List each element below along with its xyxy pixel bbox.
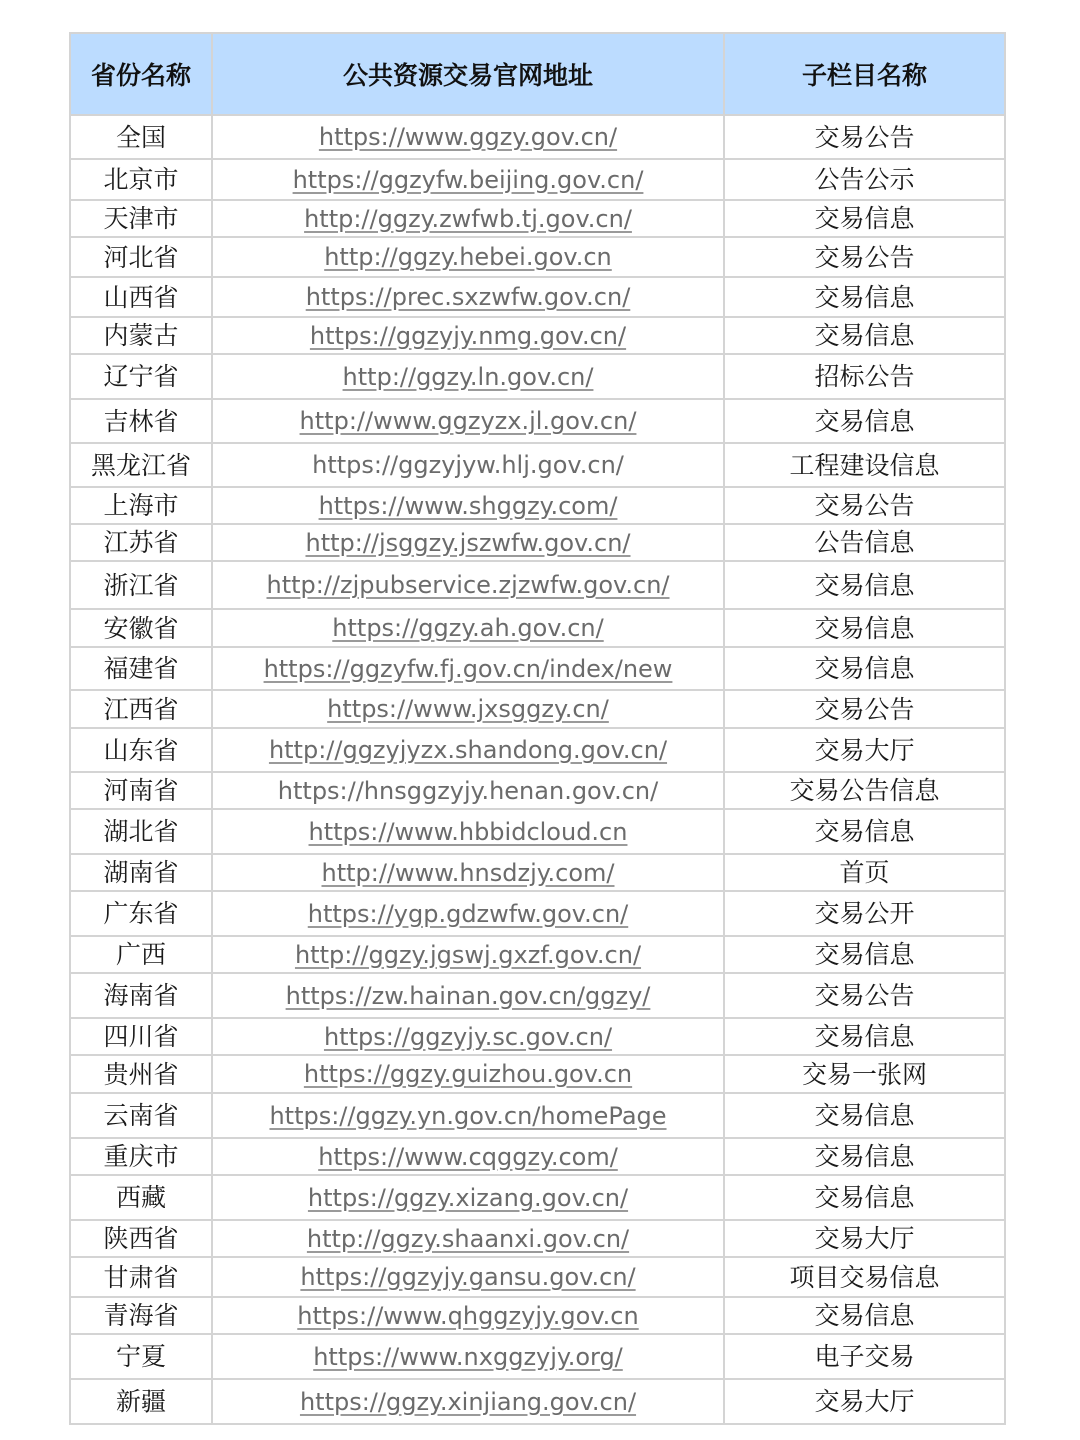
province-cell: 内蒙古 bbox=[70, 317, 212, 354]
url-link[interactable]: http://www.ggzyzx.jl.gov.cn/ bbox=[212, 399, 724, 443]
url-link[interactable]: https://ggzy.yn.gov.cn/homePage bbox=[212, 1093, 724, 1138]
table-row bbox=[70, 399, 1005, 443]
section-cell: 交易公开 bbox=[724, 891, 1005, 936]
section-cell: 交易信息 bbox=[724, 1175, 1005, 1220]
province-cell: 湖南省 bbox=[70, 854, 212, 891]
province-cell: 广东省 bbox=[70, 891, 212, 936]
section-cell: 交易信息 bbox=[724, 936, 1005, 973]
table-row bbox=[70, 647, 1005, 690]
url-link[interactable]: http://ggzy.zwfwb.tj.gov.cn/ bbox=[212, 200, 724, 237]
section-cell: 交易信息 bbox=[724, 1093, 1005, 1138]
header-url: 公共资源交易官网地址 bbox=[212, 33, 724, 115]
province-cell: 辽宁省 bbox=[70, 354, 212, 399]
section-cell: 交易信息 bbox=[724, 561, 1005, 609]
table-row bbox=[70, 690, 1005, 728]
section-cell: 工程建设信息 bbox=[724, 443, 1005, 487]
table-row bbox=[70, 609, 1005, 647]
section-cell: 交易公告 bbox=[724, 690, 1005, 728]
table-row bbox=[70, 936, 1005, 973]
province-cell: 吉林省 bbox=[70, 399, 212, 443]
table-header bbox=[70, 33, 1005, 115]
url-link[interactable]: https://ggzy.xizang.gov.cn/ bbox=[212, 1175, 724, 1220]
table-row bbox=[70, 1175, 1005, 1220]
url-link[interactable]: https://ggzy.xinjiang.gov.cn/ bbox=[212, 1379, 724, 1424]
url-link[interactable]: http://ggzy.jgswj.gxzf.gov.cn/ bbox=[212, 936, 724, 973]
province-cell: 山西省 bbox=[70, 277, 212, 317]
table-row bbox=[70, 772, 1005, 809]
province-cell: 天津市 bbox=[70, 200, 212, 237]
url-link[interactable]: http://www.hnsdzjy.com/ bbox=[212, 854, 724, 891]
table-row bbox=[70, 1297, 1005, 1334]
section-cell: 交易信息 bbox=[724, 1018, 1005, 1055]
table-row bbox=[70, 115, 1005, 159]
table-row bbox=[70, 1093, 1005, 1138]
section-cell: 电子交易 bbox=[724, 1334, 1005, 1379]
section-cell: 交易信息 bbox=[724, 399, 1005, 443]
table-body bbox=[70, 115, 1005, 1424]
province-cell: 河北省 bbox=[70, 237, 212, 277]
section-cell: 交易大厅 bbox=[724, 1220, 1005, 1257]
url-link[interactable]: http://ggzyjyzx.shandong.gov.cn/ bbox=[212, 728, 724, 772]
table-row bbox=[70, 728, 1005, 772]
url-link[interactable]: https://ggzy.ah.gov.cn/ bbox=[212, 609, 724, 647]
province-cell: 西藏 bbox=[70, 1175, 212, 1220]
section-cell: 交易信息 bbox=[724, 647, 1005, 690]
province-cell: 山东省 bbox=[70, 728, 212, 772]
url-link[interactable]: https://ggzy.guizhou.gov.cn bbox=[212, 1055, 724, 1093]
table-row bbox=[70, 1055, 1005, 1093]
section-cell: 交易大厅 bbox=[724, 1379, 1005, 1424]
section-cell: 交易信息 bbox=[724, 200, 1005, 237]
section-cell: 交易信息 bbox=[724, 1297, 1005, 1334]
table-row bbox=[70, 317, 1005, 354]
province-cell: 甘肃省 bbox=[70, 1257, 212, 1297]
province-cell: 湖北省 bbox=[70, 809, 212, 854]
section-cell: 交易公告 bbox=[724, 115, 1005, 159]
header-section: 子栏目名称 bbox=[724, 33, 1005, 115]
url-link[interactable]: https://www.jxsggzy.cn/ bbox=[212, 690, 724, 728]
section-cell: 交易大厅 bbox=[724, 728, 1005, 772]
table-row bbox=[70, 237, 1005, 277]
province-cell: 安徽省 bbox=[70, 609, 212, 647]
province-cell: 宁夏 bbox=[70, 1334, 212, 1379]
province-cell: 陕西省 bbox=[70, 1220, 212, 1257]
url-link[interactable]: http://ggzy.hebei.gov.cn bbox=[212, 237, 724, 277]
url-link[interactable]: https://www.cqggzy.com/ bbox=[212, 1138, 724, 1175]
province-cell: 福建省 bbox=[70, 647, 212, 690]
table-row bbox=[70, 277, 1005, 317]
table-row bbox=[70, 561, 1005, 609]
url-link[interactable]: http://zjpubservice.zjzwfw.gov.cn/ bbox=[212, 561, 724, 609]
section-cell: 交易信息 bbox=[724, 809, 1005, 854]
table-row bbox=[70, 1379, 1005, 1424]
section-cell: 交易公告信息 bbox=[724, 772, 1005, 809]
province-cell: 青海省 bbox=[70, 1297, 212, 1334]
url-link[interactable]: https://www.qhggzyjy.gov.cn bbox=[212, 1297, 724, 1334]
table-row bbox=[70, 1334, 1005, 1379]
section-cell: 交易公告 bbox=[724, 237, 1005, 277]
table-row bbox=[70, 487, 1005, 524]
table-row bbox=[70, 524, 1005, 561]
table-row bbox=[70, 1257, 1005, 1297]
url-link[interactable]: https://zw.hainan.gov.cn/ggzy/ bbox=[212, 973, 724, 1018]
section-cell: 交易一张网 bbox=[724, 1055, 1005, 1093]
province-cell: 云南省 bbox=[70, 1093, 212, 1138]
url-link[interactable]: https://www.hbbidcloud.cn bbox=[212, 809, 724, 854]
url-link[interactable]: https://www.ggzy.gov.cn/ bbox=[212, 115, 724, 159]
section-cell: 首页 bbox=[724, 854, 1005, 891]
province-cell: 重庆市 bbox=[70, 1138, 212, 1175]
url-link[interactable]: http://jsggzy.jszwfw.gov.cn/ bbox=[212, 524, 724, 561]
table-row bbox=[70, 1220, 1005, 1257]
table-row bbox=[70, 443, 1005, 487]
section-cell: 公告公示 bbox=[724, 159, 1005, 200]
province-cell: 江西省 bbox=[70, 690, 212, 728]
table-row bbox=[70, 159, 1005, 200]
header-province: 省份名称 bbox=[70, 33, 212, 115]
portal-table bbox=[69, 32, 1006, 1425]
url-link[interactable]: https://ggzyfw.fj.gov.cn/index/new bbox=[212, 647, 724, 690]
url-link[interactable]: https://www.shggzy.com/ bbox=[212, 487, 724, 524]
table-row bbox=[70, 200, 1005, 237]
province-cell: 广西 bbox=[70, 936, 212, 973]
province-cell: 北京市 bbox=[70, 159, 212, 200]
section-cell: 交易信息 bbox=[724, 317, 1005, 354]
table-row bbox=[70, 809, 1005, 854]
table-row bbox=[70, 1138, 1005, 1175]
section-cell: 交易公告 bbox=[724, 487, 1005, 524]
url-link[interactable]: https://ygp.gdzwfw.gov.cn/ bbox=[212, 891, 724, 936]
province-cell: 海南省 bbox=[70, 973, 212, 1018]
url-link[interactable]: https://hnsggzyjy.henan.gov.cn/ bbox=[212, 772, 724, 809]
province-cell: 河南省 bbox=[70, 772, 212, 809]
province-cell: 四川省 bbox=[70, 1018, 212, 1055]
province-cell: 黑龙江省 bbox=[70, 443, 212, 487]
section-cell: 公告信息 bbox=[724, 524, 1005, 561]
url-link[interactable]: https://ggzyjy.gansu.gov.cn/ bbox=[212, 1257, 724, 1297]
url-link[interactable]: http://ggzy.ln.gov.cn/ bbox=[212, 354, 724, 399]
url-link[interactable]: https://prec.sxzwfw.gov.cn/ bbox=[212, 277, 724, 317]
province-cell: 浙江省 bbox=[70, 561, 212, 609]
url-link[interactable]: https://ggzyjy.nmg.gov.cn/ bbox=[212, 317, 724, 354]
section-cell: 交易信息 bbox=[724, 609, 1005, 647]
province-cell: 新疆 bbox=[70, 1379, 212, 1424]
url-link[interactable]: https://ggzyfw.beijing.gov.cn/ bbox=[212, 159, 724, 200]
url-link[interactable]: https://ggzyjy.sc.gov.cn/ bbox=[212, 1018, 724, 1055]
section-cell: 招标公告 bbox=[724, 354, 1005, 399]
section-cell: 项目交易信息 bbox=[724, 1257, 1005, 1297]
section-cell: 交易信息 bbox=[724, 277, 1005, 317]
section-cell: 交易公告 bbox=[724, 973, 1005, 1018]
table-row bbox=[70, 891, 1005, 936]
url-link[interactable]: https://www.nxggzyjy.org/ bbox=[212, 1334, 724, 1379]
section-cell: 交易信息 bbox=[724, 1138, 1005, 1175]
url-link[interactable]: https://ggzyjyw.hlj.gov.cn/ bbox=[212, 443, 724, 487]
province-cell: 江苏省 bbox=[70, 524, 212, 561]
url-link[interactable]: http://ggzy.shaanxi.gov.cn/ bbox=[212, 1220, 724, 1257]
province-cell: 全国 bbox=[70, 115, 212, 159]
province-cell: 贵州省 bbox=[70, 1055, 212, 1093]
header-row bbox=[70, 33, 1005, 115]
table-row bbox=[70, 354, 1005, 399]
table-row bbox=[70, 854, 1005, 891]
table-row bbox=[70, 1018, 1005, 1055]
province-cell: 上海市 bbox=[70, 487, 212, 524]
table-row bbox=[70, 973, 1005, 1018]
